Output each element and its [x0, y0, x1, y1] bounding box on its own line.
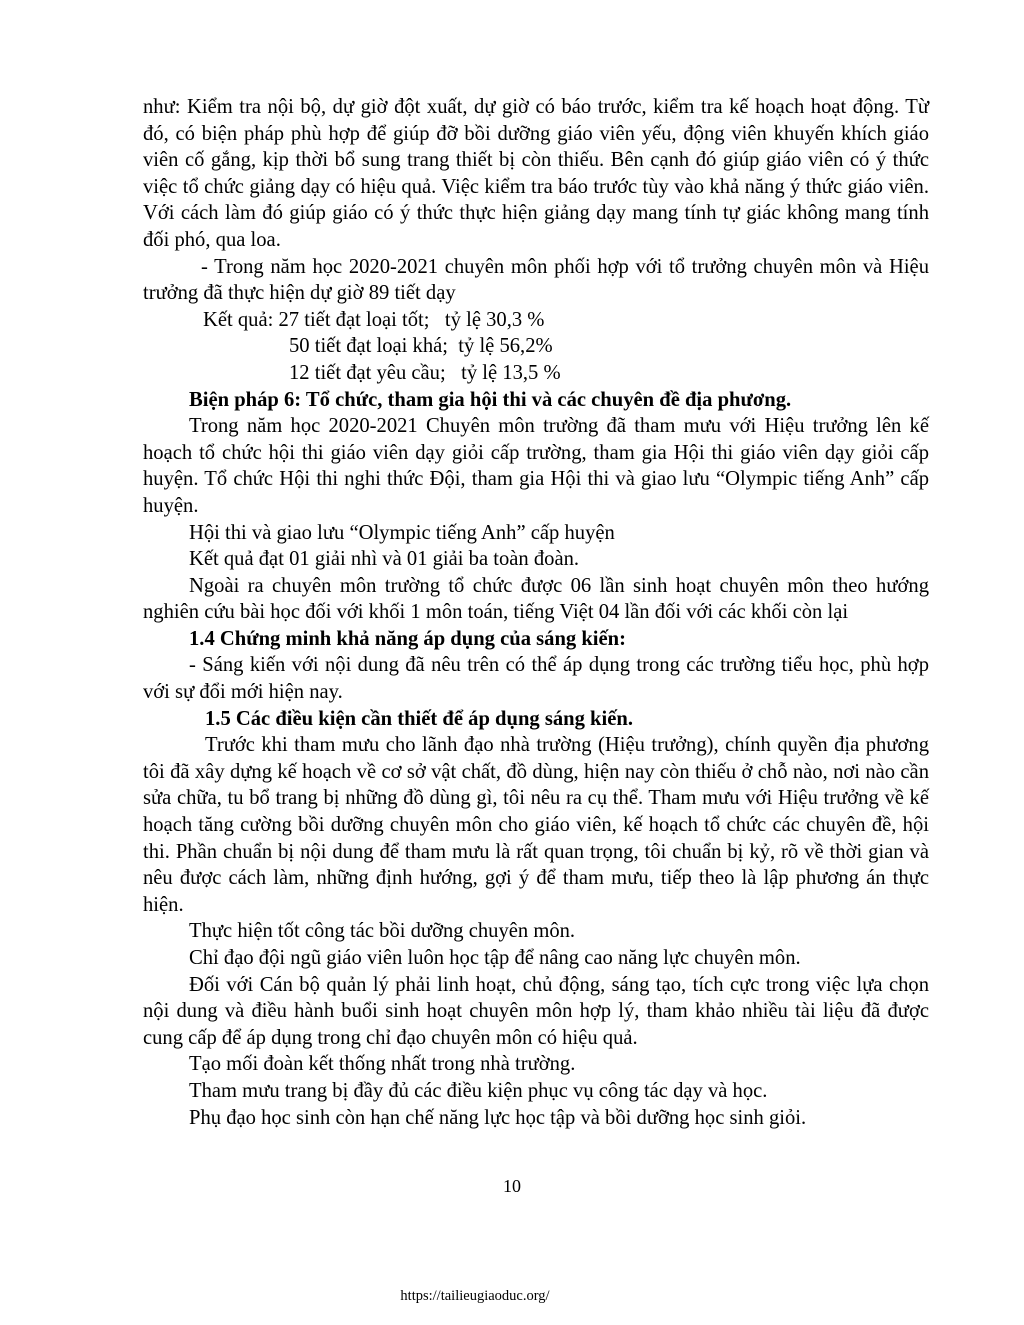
result-line-pass: 12 tiết đạt yêu cầu; tỷ lệ 13,5 %: [289, 361, 561, 384]
paragraph-solidarity: Tạo mối đoàn kết thống nhất trong nhà trường.: [189, 1053, 576, 1076]
heading-measure-6: Biện pháp 6: Tổ chức, tham gia hội thi và các chuyên đề địa phương.: [189, 388, 792, 411]
paragraph-conditions: Trước khi tham mưu cho lãnh đạo nhà trường (Hiệu trưởng), chính quyền địa phương tôi đã xây dựng kế hoạch về cơ sở vật chất, đồ dùng, hiện nay còn thiếu ở chỗ nào, nơi nào cần sửa chữa, tu bổ trang bị những đồ dùng gì, tôi nêu ra cụ thể. Tham mưu với Hiệu trưởng về kế hoạch tăng cường bồi dưỡng chuyên môn cho giáo viên, kế hoạch tổ chức các chuyên đề, hội thi. Phần chuẩn bị nội dung để tham mưu là rất quan trọng, tôi chuẩn bị kỷ, rõ về thời gian và nêu được cách làm, những định hướng, gợi ý để tham mưu, tiếp theo là lập phương án thực hiện.: [143, 734, 929, 916]
paragraph-tutoring: Phụ đạo học sinh còn hạn chế năng lực học tập và bồi dưỡng học sinh giỏi.: [189, 1106, 807, 1129]
paragraph-contest-plan: Trong năm học 2020-2021 Chuyên môn trường đã tham mưu với Hiệu trưởng lên kế hoạch tổ chức hội thi giáo viên dạy giỏi cấp trường, tham gia Hội thi giáo viên dạy giỏi cấp huyện. Tổ chức Hội thi nghi thức Đội, tham gia Hội thi và giao lưu “Olympic tiếng Anh” cấp huyện.: [143, 415, 929, 517]
paragraph-training: Thực hiện tốt công tác bồi dưỡng chuyên môn.: [189, 920, 576, 943]
paragraph-olympic: Hội thi và giao lưu “Olympic tiếng Anh” cấp huyện: [189, 521, 615, 544]
heading-1-5: 1.5 Các điều kiện cần thiết để áp dụng sáng kiến.: [205, 707, 633, 730]
paragraph-applicability: - Sáng kiến với nội dung đã nêu trên có thể áp dụng trong các trường tiểu học, phù hợp với sự đổi mới hiện nay.: [143, 654, 929, 704]
paragraph-lesson-study: Ngoài ra chuyên môn trường tổ chức được 06 lần sinh hoạt chuyên môn theo hướng nghiên cứu bài học đối với khối 1 môn toán, tiếng Việt 04 lần đối với các khối còn lại: [143, 574, 929, 624]
footer-url: https://tailieugiaoduc.org/: [400, 1288, 550, 1304]
paragraph-contest-result: Kết quả đạt 01 giải nhì và 01 giải ba toàn đoàn.: [189, 548, 580, 571]
paragraph-observation-year: - Trong năm học 2020-2021 chuyên môn phối hợp với tổ trưởng chuyên môn và Hiệu trưởng đã thực hiện dự giờ 89 tiết dạy: [143, 255, 929, 305]
page-number: 10: [503, 1176, 521, 1196]
paragraph-equipment: Tham mưu trang bị đầy đủ các điều kiện phục vụ công tác dạy và học.: [189, 1079, 768, 1102]
page-body: [143, 94, 929, 1131]
paragraph-direction: Chỉ đạo đội ngũ giáo viên luôn học tập để nâng cao năng lực chuyên môn.: [189, 947, 801, 969]
paragraph-inspection: như: Kiểm tra nội bộ, dự giờ đột xuất, dự giờ có báo trước, kiểm tra kế hoạch hoạt động. Từ đó, có biện pháp phù hợp để giúp đỡ bồi dưỡng giáo viên yếu, động viên khuyến khích giáo viên cố gắng, kịp thời bổ sung trang thiết bị còn thiếu. Bên cạnh đó giúp giáo viên có ý thức việc tổ chức giảng dạy có hiệu quả. Việc kiểm tra báo trước tùy vào khả năng ý thức giáo viên. Với cách làm đó giúp giáo có ý thức thực hiện giảng dạy mang tính tự giác không mang tính đối phó, qua loa.: [143, 96, 929, 251]
result-line-good: Kết quả: 27 tiết đạt loại tốt; tỷ lệ 30,3 %: [203, 308, 545, 331]
result-line-fair: 50 tiết đạt loại khá; tỷ lệ 56,2%: [289, 335, 553, 358]
paragraph-managers: Đối với Cán bộ quản lý phải linh hoạt, chủ động, sáng tạo, tích cực trong việc lựa chọn nội dung và điều hành buổi sinh hoạt chuyên môn hợp lý, tham khảo nhiều tài liệu đã được cung cấp để áp dụng trong chỉ đạo chuyên môn có hiệu quả.: [143, 973, 929, 1049]
heading-1-4: 1.4 Chứng minh khả năng áp dụng của sáng kiến:: [189, 627, 626, 650]
